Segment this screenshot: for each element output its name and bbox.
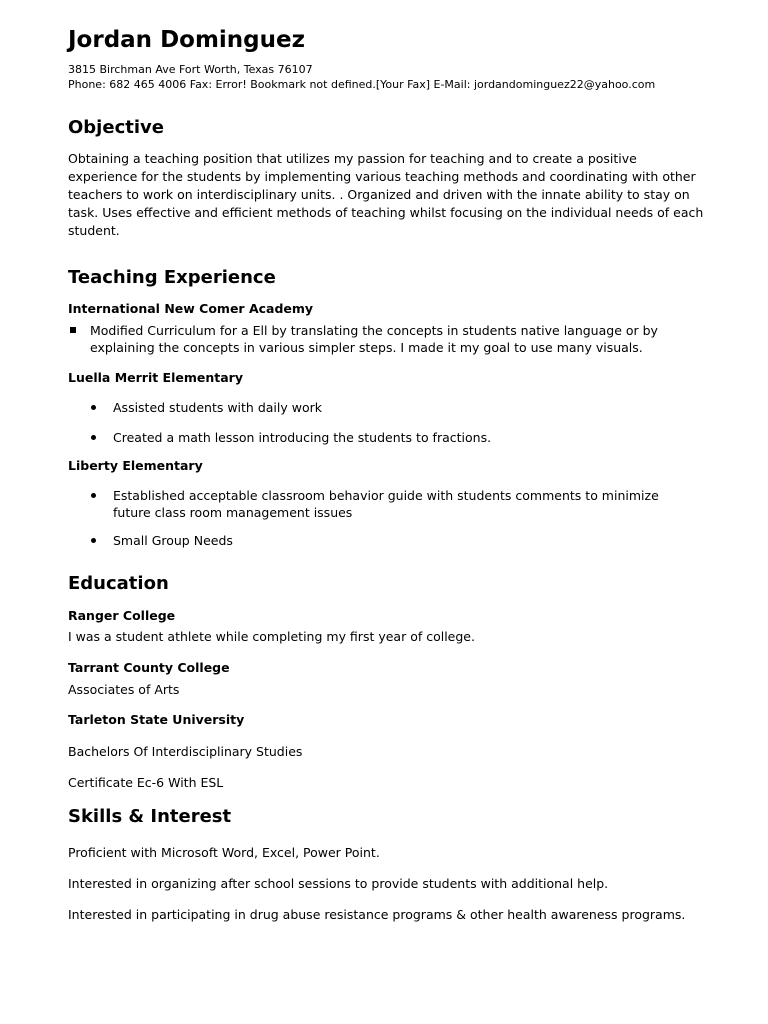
education-detail: I was a student athlete while completing my first year of college. bbox=[68, 629, 475, 644]
square-bullet-icon bbox=[70, 327, 76, 333]
address-line: 3815 Birchman Ave Fort Worth, Texas 76107 bbox=[68, 63, 313, 76]
experience-bullet: Modified Curriculum for a Ell by translating the concepts in students native language or by explaining the concepts in various simpler steps. I made it my goal to use many visuals. bbox=[90, 323, 658, 355]
employer-name: International New Comer Academy bbox=[68, 301, 314, 316]
school-name: Tarleton State University bbox=[68, 712, 245, 727]
skill-item: Interested in organizing after school sessions to provide students with additional help. bbox=[68, 876, 609, 891]
employer-name: Luella Merrit Elementary bbox=[68, 370, 243, 385]
bullet-icon bbox=[91, 538, 96, 543]
experience-bullet: Small Group Needs bbox=[113, 533, 233, 548]
experience-bullet: Created a math lesson introducing the students to fractions. bbox=[113, 430, 492, 445]
education-detail: Certificate Ec-6 With ESL bbox=[68, 775, 224, 790]
bullet-icon bbox=[91, 435, 96, 440]
education-detail: Bachelors Of Interdisciplinary Studies bbox=[68, 744, 303, 759]
employer-name: Liberty Elementary bbox=[68, 458, 203, 473]
experience-heading: Teaching Experience bbox=[68, 267, 276, 288]
school-name: Ranger College bbox=[68, 608, 176, 623]
education-detail: Associates of Arts bbox=[68, 682, 180, 697]
education-heading: Education bbox=[68, 573, 169, 594]
bullet-icon bbox=[91, 493, 96, 498]
experience-bullet: Established acceptable classroom behavior guide with students comments to minimize future class room management issues bbox=[113, 488, 659, 520]
skill-item: Interested in participating in drug abuse resistance programs & other health awareness programs. bbox=[68, 907, 686, 922]
skill-item: Proficient with Microsoft Word, Excel, Power Point. bbox=[68, 845, 380, 860]
experience-bullet: Assisted students with daily work bbox=[113, 400, 322, 415]
candidate-name: Jordan Dominguez bbox=[68, 27, 306, 53]
objective-heading: Objective bbox=[68, 117, 164, 138]
bullet-icon bbox=[91, 405, 96, 410]
skills-heading: Skills & Interest bbox=[68, 806, 232, 827]
contact-line: Phone: 682 465 4006 Fax: Error! Bookmark not defined.[Your Fax] E-Mail: jordandominguez22@yahoo.com bbox=[68, 78, 656, 91]
objective-text: Obtaining a teaching position that utilizes my passion for teaching and to create a positive experience for the students by implementing various teaching methods and coordinating with other teachers to work on interdisciplinary units. . Organized and driven with the innate ability to stay on task. Uses effective and efficient methods of teaching whilst focusing on the individual needs of each student. bbox=[68, 151, 704, 238]
school-name: Tarrant County College bbox=[68, 660, 230, 675]
